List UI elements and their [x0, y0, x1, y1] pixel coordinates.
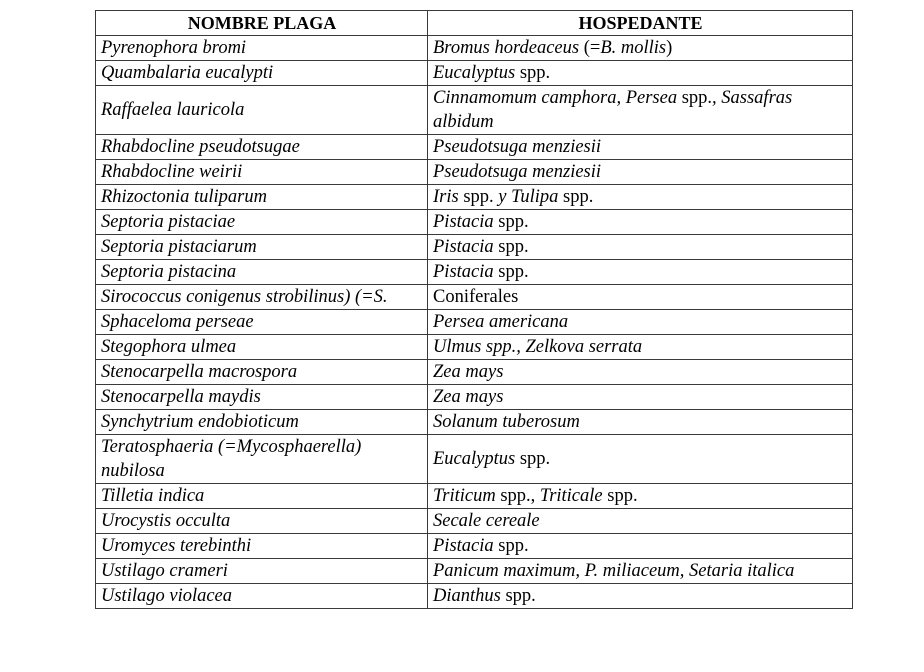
pest-name-cell: Urocystis occulta: [96, 509, 428, 534]
pest-host-table: [95, 10, 853, 609]
host-text-segment: ): [666, 38, 673, 58]
host-text-segment: Triticale: [539, 486, 603, 506]
table-body: [96, 36, 853, 609]
host-text-segment: spp.: [515, 63, 551, 83]
table-row: [96, 509, 853, 534]
host-text-segment: spp.: [458, 187, 494, 207]
table-row: [96, 385, 853, 410]
host-text-segment: Zea mays: [433, 362, 504, 382]
host-text-segment: Pseudotsuga menziesii: [433, 137, 602, 157]
host-text-segment: B. mollis: [600, 38, 667, 58]
pest-name-cell: Rhabdocline weirii: [96, 160, 428, 185]
pest-name-cell: Rhizoctonia tuliparum: [96, 185, 428, 210]
host-text-segment: Panicum maximum, P. miliaceum, Setaria italica: [433, 561, 795, 581]
table-row: [96, 210, 853, 235]
pest-name-cell: Stenocarpella macrospora: [96, 360, 428, 385]
host-text-segment: spp.: [493, 262, 529, 282]
pest-name-cell: Stegophora ulmea: [96, 335, 428, 360]
host-text-segment: spp.: [493, 237, 529, 257]
host-text-segment: Solanum tuberosum: [433, 412, 580, 432]
pest-name-cell: Raffaelea lauricola: [96, 86, 428, 135]
host-text-segment: y Tulipa: [493, 187, 559, 207]
host-cell: [428, 509, 853, 534]
pest-name-cell: Ustilago crameri: [96, 559, 428, 584]
host-text-segment: Pistacia: [433, 536, 494, 556]
table-row: [96, 559, 853, 584]
host-cell: [428, 61, 853, 86]
host-text-segment: spp.: [500, 586, 536, 606]
host-text-segment: spp.: [677, 88, 713, 108]
host-text-segment: Pistacia: [433, 237, 494, 257]
table-row: [96, 285, 853, 310]
table-row: [96, 534, 853, 559]
host-cell: [428, 160, 853, 185]
header-pest-name: NOMBRE PLAGA: [96, 11, 428, 36]
host-cell: [428, 235, 853, 260]
host-text-segment: spp.: [493, 536, 529, 556]
host-text-segment: spp.: [515, 449, 551, 469]
host-cell: [428, 435, 853, 484]
host-text-segment: Zea mays: [433, 387, 504, 407]
table-row: [96, 36, 853, 61]
host-cell: [428, 584, 853, 609]
pest-name-cell: Sirococcus conigenus strobilinus) (=S.: [96, 285, 428, 310]
host-text-segment: (=: [579, 38, 601, 58]
pest-name-cell: Ustilago violacea: [96, 584, 428, 609]
pest-name-cell: Rhabdocline pseudotsugae: [96, 135, 428, 160]
host-cell: [428, 260, 853, 285]
pest-name-cell: Uromyces terebinthi: [96, 534, 428, 559]
table-row: [96, 160, 853, 185]
host-text-segment: Pseudotsuga menziesii: [433, 162, 602, 182]
host-text-segment: Iris: [433, 187, 459, 207]
header-host: HOSPEDANTE: [428, 11, 853, 36]
host-text-segment: spp.: [558, 187, 594, 207]
pest-name-cell: Tilletia indica: [96, 484, 428, 509]
table-row: [96, 360, 853, 385]
pest-name-cell: Synchytrium endobioticum: [96, 410, 428, 435]
host-text-segment: Triticum: [433, 486, 496, 506]
host-cell: [428, 135, 853, 160]
table-row: [96, 335, 853, 360]
host-text-segment: Eucalyptus: [433, 449, 516, 469]
host-cell: [428, 185, 853, 210]
table-row: [96, 235, 853, 260]
host-text-segment: Dianthus: [433, 586, 501, 606]
table-row: [96, 310, 853, 335]
host-cell: [428, 534, 853, 559]
host-cell: [428, 285, 853, 310]
host-cell: [428, 210, 853, 235]
table-header-row: [96, 11, 853, 36]
pest-name-cell: Quambalaria eucalypti: [96, 61, 428, 86]
host-cell: [428, 484, 853, 509]
pest-name-cell: Stenocarpella maydis: [96, 385, 428, 410]
table-row: [96, 584, 853, 609]
host-cell: [428, 360, 853, 385]
host-text-segment: Eucalyptus: [433, 63, 516, 83]
pest-name-cell: Septoria pistaciarum: [96, 235, 428, 260]
table-row: [96, 435, 853, 484]
pest-name-cell: Sphaceloma perseae: [96, 310, 428, 335]
host-text-segment: spp.,: [495, 486, 540, 506]
host-cell: [428, 410, 853, 435]
host-text-segment: Coniferales: [433, 287, 519, 307]
table-row: [96, 86, 853, 135]
host-cell: [428, 310, 853, 335]
host-text-segment: Pistacia: [433, 212, 494, 232]
host-text-segment: Bromus hordeaceus: [433, 38, 580, 58]
pest-name-cell: Septoria pistaciae: [96, 210, 428, 235]
table-row: [96, 260, 853, 285]
pest-name-cell: Teratosphaeria (=Mycosphaerella) nubilosa: [96, 435, 428, 484]
table-row: [96, 185, 853, 210]
table-row: [96, 135, 853, 160]
host-text-segment: Cinnamomum camphora, Persea: [433, 88, 678, 108]
host-cell: [428, 335, 853, 360]
host-text-segment: , Sassafras albidum: [433, 88, 793, 132]
host-cell: [428, 559, 853, 584]
host-cell: [428, 86, 853, 135]
table-row: [96, 61, 853, 86]
pest-name-cell: Pyrenophora bromi: [96, 36, 428, 61]
pest-name-cell: Septoria pistacina: [96, 260, 428, 285]
host-text-segment: Persea americana: [433, 312, 569, 332]
table-row: [96, 484, 853, 509]
host-cell: [428, 36, 853, 61]
host-text-segment: Ulmus spp., Zelkova serrata: [433, 337, 643, 357]
host-cell: [428, 385, 853, 410]
host-text-segment: spp.: [602, 486, 638, 506]
host-text-segment: Pistacia: [433, 262, 494, 282]
host-text-segment: spp.: [493, 212, 529, 232]
table-row: [96, 410, 853, 435]
host-text-segment: Secale cereale: [433, 511, 540, 531]
